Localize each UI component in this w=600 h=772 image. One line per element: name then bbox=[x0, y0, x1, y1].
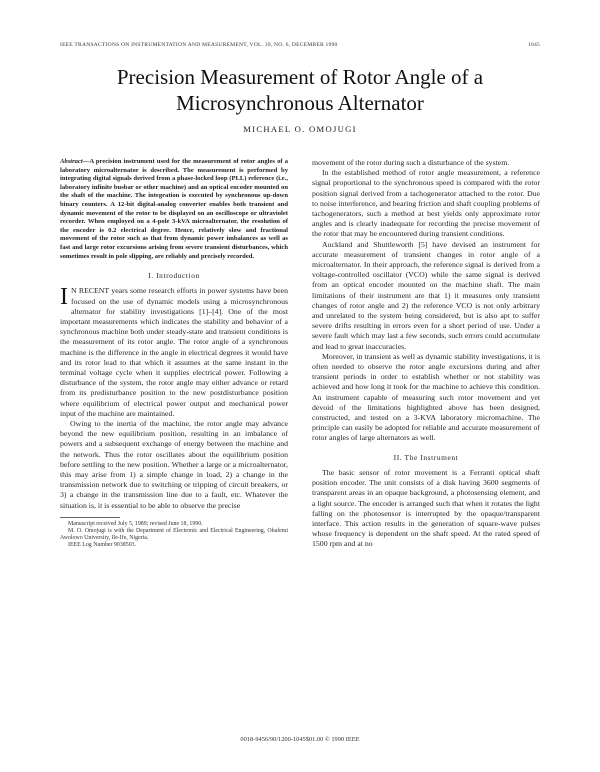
abstract bbox=[60, 158, 288, 261]
page-number: 1045 bbox=[528, 42, 540, 48]
section-heading-introduction: I. Introduction bbox=[148, 271, 200, 281]
right-paragraph-2: In the established method of rotor angle measurement, a reference signal proportional to the synchronous speed is compared with the rotor position signal derived from a tachogenerator attached to the rotor. Due to noise interference, and bearing friction and shaft coupling problems of tachogenerators, such a method at best yields only approximate rotor angles and is clearly inadequate for recording the precise movement of the rotor that may be encountered during transient conditions. bbox=[312, 168, 540, 239]
footnote-affiliation: M. O. Omojugi is with the Department of Electronic and Electrical Engineering, Obafemi Awolowo University, Ile-Ife, Nigeria. bbox=[60, 528, 288, 542]
author-name: MICHAEL O. OMOJUGI bbox=[243, 124, 357, 134]
intro-paragraph-1 bbox=[60, 286, 288, 419]
left-column bbox=[60, 158, 288, 550]
section-heading-instrument: II. The Instrument bbox=[393, 452, 459, 462]
running-head bbox=[60, 42, 540, 52]
paper-title bbox=[60, 64, 540, 116]
copyright-line: 0018-9456/90/1200-1045$01.00 © 1990 IEEE bbox=[240, 736, 360, 743]
footnote-received: Manuscript received July 5, 1989; revised June 18, 1990. bbox=[68, 520, 203, 527]
intro-paragraph-2: Owing to the inertia of the machine, the rotor angle may advance beyond the new equilibrium position, resulting in an imbalance of powers and a subsequent exchange of energy between the machine and the network. Thus the rotor oscillates about the equilibrium position before settling to the new position. Whether a large or a microalternator, this may arise from 1) a simple change in load, 2) a change in the transmission network due to switching or tripping of circuit breakers, or 3) a change in the transmission line due to a fault, etc. Whatever the situation is, it is essential to be able to observe the precise bbox=[60, 418, 288, 510]
abstract-text: —A precision instrument used for the measurement of rotor angles of a laboratory microalternator is described. The measurement is performed by integrating digital signals derived from a phase-locked loop (PLL) reference (i.e., laboratory infinite busbar or other machine) and an optical encoder mounted on the shaft of the machine. The integration is executed by synchronous up-down binary counters. A 12-bit digital-analog converter enables both transient and dynamic movement of the rotor to be displayed on an oscilloscope or ultraviolet recorder. When employed on a 4-pole 3-kVA microalternator, the resolution of the encoder is 0.2 electrical degree. Hence, relatively slow and fractional movement of the rotor such as that from dynamic power imbalances as well as fast and large rotor excursions arising from severe transient disturbances, which sometimes result in pole slipping, are reliably and precisely recorded. bbox=[60, 158, 288, 260]
intro-paragraph-1-text: N RECENT years some research efforts in power systems have been focused on the use of dynamic models using a microsynchronous alternator for stability investigations [1]–[4]. One of the most important measurements which indicates the stability and behavior of a synchronous machine both under steady-state and transient conditions is the measurement of its rotor angle. The rotor angle of a synchronous machine is the difference in the angle in electrical degrees it would have and its rotor lead to that which it assumes at the same instant in the terminal voltage cycle when it supplies electrical power. Following a disturbance of the system, the rotor angle may either advance or retard from its predisturbance position to the new postdisturbance position where equilibrium of electrical power output and mechanical power input of the machine are maintained. bbox=[60, 286, 288, 418]
right-paragraph-1: movement of the rotor during such a disturbance of the system. bbox=[312, 158, 510, 167]
abstract-lead: Abstract bbox=[60, 158, 83, 165]
title-line-2: Microsynchronous Alternator bbox=[176, 91, 424, 115]
instrument-paragraph-1: The basic sensor of rotor movement is a Ferranti optical shaft position encoder. The unit consists of a disk having 3600 segments of transparent areas in an opaque background, a photosensing element, and a light source. The encoder is arranged such that when it rotates the light falling on the photosensor is interrupted by the opaque/transparent interface. This action results in the generation of square-wave pulses whose frequency is dependent on the shaft speed. At the rated speed of 1500 rpm and at no bbox=[312, 467, 540, 549]
footnote-rule bbox=[60, 517, 120, 518]
drop-cap: I bbox=[60, 284, 68, 311]
right-paragraph-3: Auckland and Shuttleworth [5] have devised an instrument for accurate measurement of transient changes in rotor angle of a microalternator. In their approach, the reference signal is derived from a voltage-controlled oscillator (VCO) while the same signal is derived from an optical encoder mounted on the machine shaft. The main limitations of their instrument are that 1) it measures only transient changes of rotor angle and 2) the reference VCO is not only arbitrary and unrelated to the system being considered, but is also apt to suffer severe drifts resulting in errors even for a short period of use. Under a severe fault which may last a few seconds, such errors could accumulate and lead to great inaccuracies. bbox=[312, 239, 540, 351]
title-line-1: Precision Measurement of Rotor Angle of a bbox=[116, 65, 484, 89]
journal-name: IEEE TRANSACTIONS ON INSTRUMENTATION AND MEASUREMENT, VOL. 39, NO. 6, DECEMBER 1990 bbox=[60, 42, 338, 48]
right-column bbox=[312, 158, 540, 550]
right-paragraph-4: Moreover, in transient as well as dynamic stability investigations, it is often needed to observe the rotor angle excursions during and after transient periods in order to establish whether or not stability was achieved and how long it took for the machine to achieve this condition. An instrument capable of measuring such rotor movement and yet devoid of the limitations highlighted above has been designed, constructed, and tested on a 3-KVA laboratory micromachine. The principle can easily be adopted for reliable and accurate measurement of rotor angles of large alternators as well. bbox=[312, 351, 540, 443]
footnote-log-number: IEEE Log Number 9038503. bbox=[68, 542, 137, 549]
